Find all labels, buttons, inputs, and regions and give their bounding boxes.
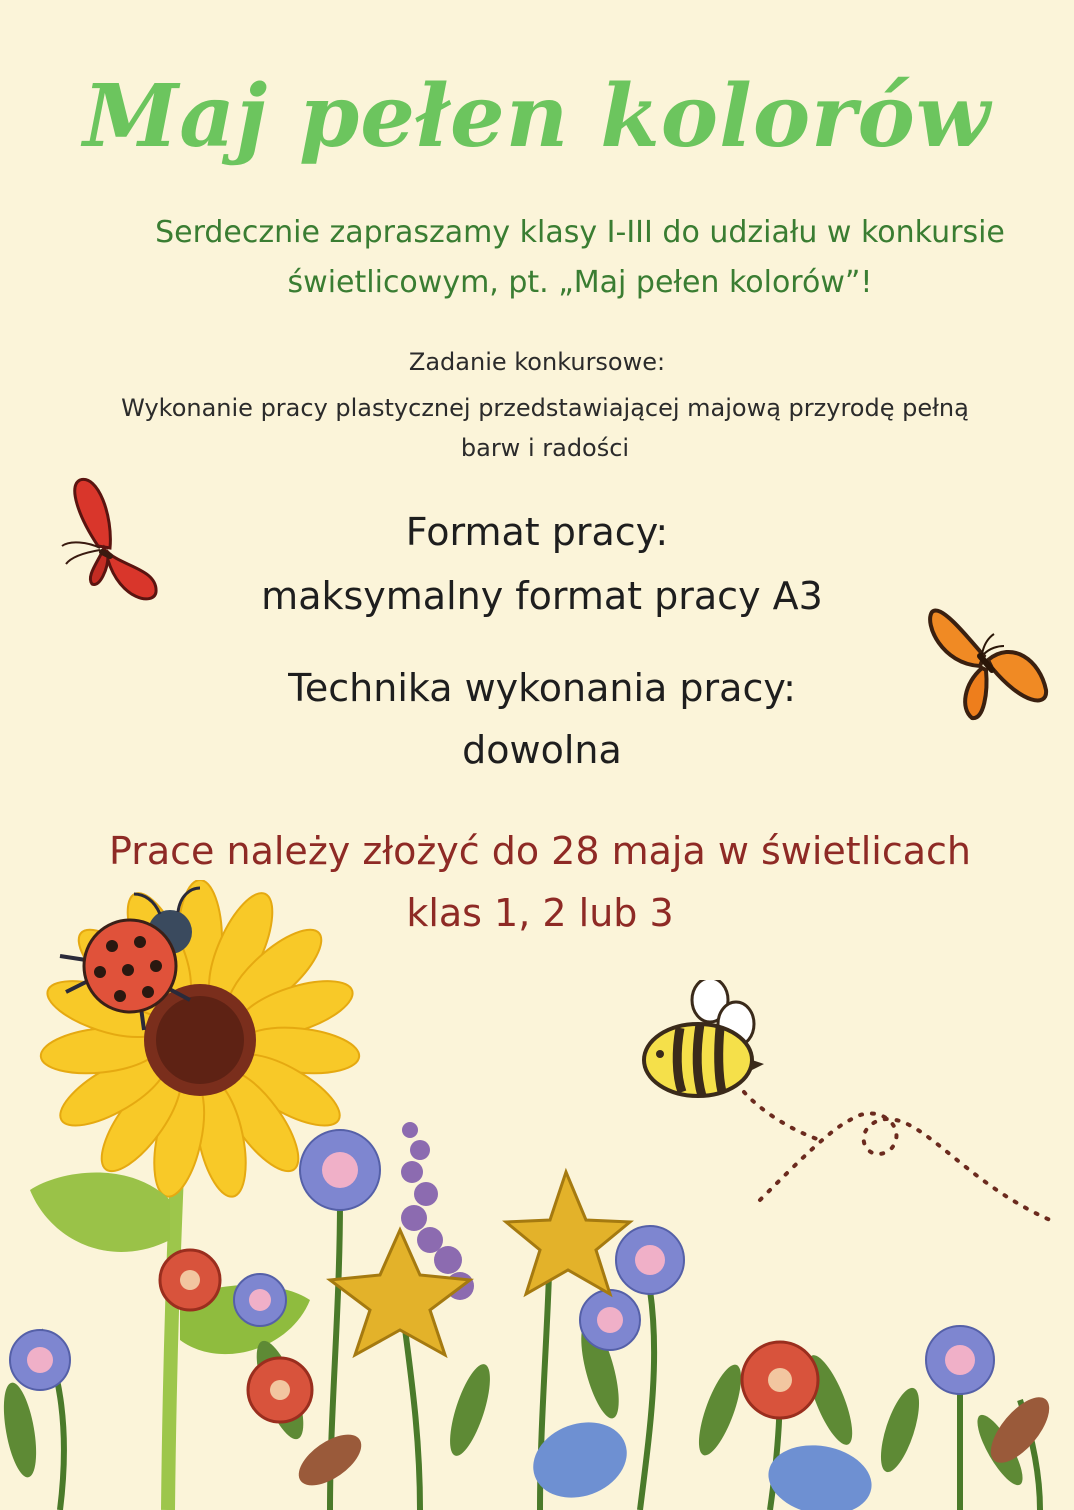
invitation-text: [90, 208, 1070, 308]
invitation-line-1: Serdecznie zapraszamy klasy I-III do udziału w konkursie: [155, 215, 1005, 250]
deadline-line-1: Prace należy złożyć do 28 maja w świetlicach: [109, 829, 971, 873]
technique-value: dowolna: [462, 728, 622, 772]
task-description: [40, 388, 1050, 468]
butterfly-red-icon: [58, 476, 168, 606]
task-heading: Zadanie konkursowe:: [408, 348, 666, 376]
task-line-1: Wykonanie pracy plastycznej przedstawiającej majową przyrodę pełną: [121, 394, 969, 422]
format-value: maksymalny format pracy A3: [261, 574, 823, 618]
wildflowers-illustration: [0, 1110, 1074, 1510]
deadline-line-2: klas 1, 2 lub 3: [406, 891, 674, 935]
format-heading: Format pracy:: [405, 510, 669, 554]
butterfly-orange-icon: [922, 600, 1052, 726]
poster-title: Maj pełen kolorów: [83, 66, 991, 167]
invitation-line-2: świetlicowym, pt. „Maj pełen kolorów”!: [287, 265, 873, 300]
task-line-2: barw i radości: [460, 434, 630, 462]
technique-heading: Technika wykonania pracy:: [288, 666, 796, 710]
